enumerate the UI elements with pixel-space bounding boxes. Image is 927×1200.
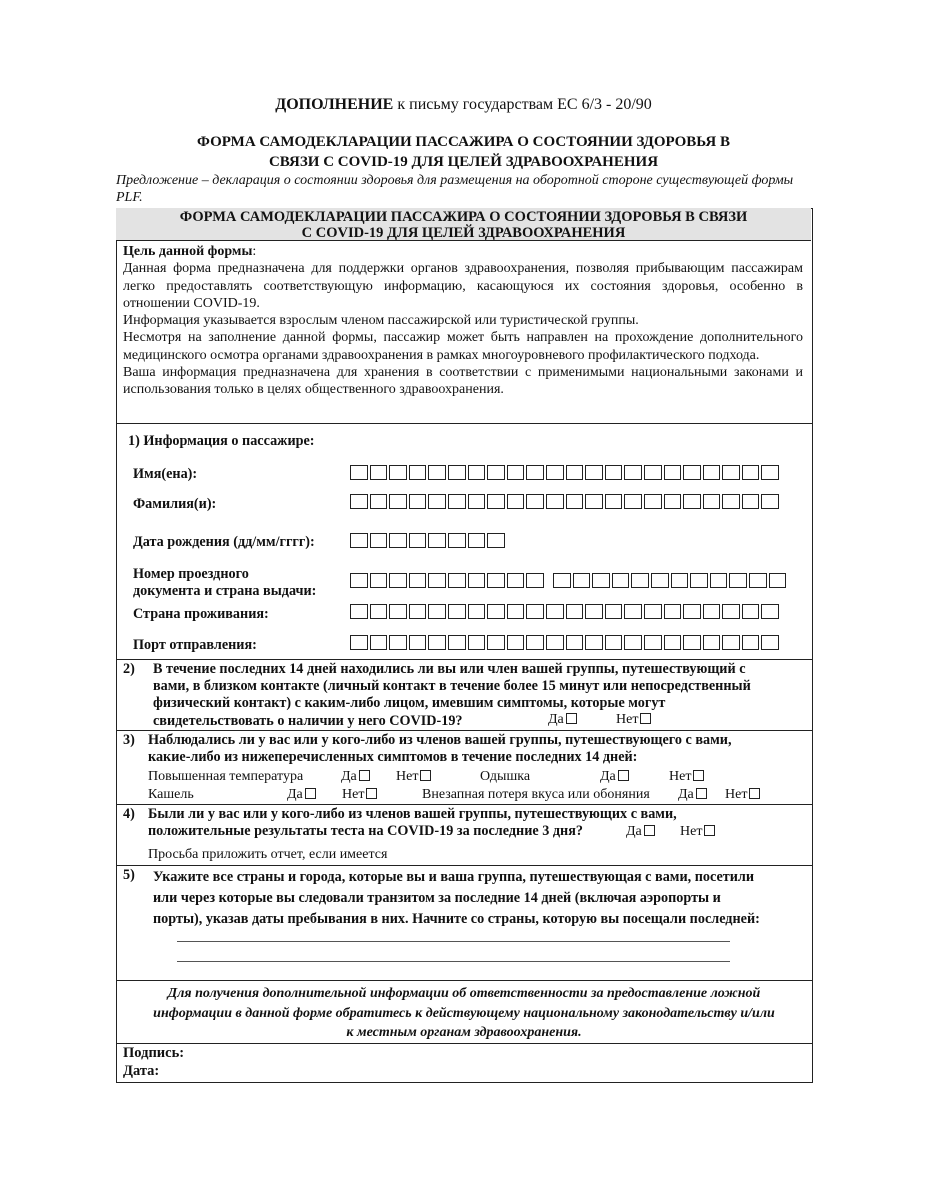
purpose-p3: Несмотря на заполнение данной формы, пассажир может быть направлен на прохождение дополнительного медицинского осмотра органами здравоохранения в рамках многоуровневого профилактического подхода. — [123, 330, 803, 363]
checkbox[interactable] — [359, 770, 370, 781]
yes-label: Да — [678, 787, 694, 802]
section2-question — [153, 661, 803, 730]
dyspnea-yes-option[interactable] — [600, 769, 629, 785]
section3-line1: Наблюдались ли у вас или у кого-либо из членов вашей группы, путешествующего с вами, — [148, 732, 732, 748]
fever-yes-option[interactable] — [341, 769, 370, 785]
signature-field[interactable] — [200, 1048, 800, 1066]
main-title-line2: СВЯЗИ С COVID-19 ДЛЯ ЦЕЛЕЙ ЗДРАВООХРАНЕНИЯ — [268, 154, 659, 170]
checkbox[interactable] — [618, 770, 629, 781]
section5-number: 5) — [123, 867, 135, 883]
purpose-block — [123, 243, 803, 399]
no-label: Нет — [725, 787, 748, 802]
no-label: Нет — [396, 769, 419, 784]
annex-prefix: ДОПОЛНЕНИЕ — [275, 96, 394, 113]
section2-yes-option[interactable] — [548, 712, 577, 728]
checkbox[interactable] — [644, 825, 655, 836]
section2-line2: вами, в близком контакте (личный контакт в течение более 15 минут или непосредственный — [153, 678, 751, 695]
section4-number: 4) — [123, 806, 135, 822]
section3-line2: какие-либо из нижеперечисленных симптомов в течение последних 14 дней: — [148, 749, 638, 766]
last-name-input[interactable] — [350, 494, 781, 511]
dob-input[interactable] — [350, 533, 507, 550]
date-label: Дата: — [123, 1063, 160, 1079]
section5-line1: Укажите все страны и города, которые вы и ваша группа, путешествующая с вами, посетили — [153, 869, 755, 885]
cough-yes-option[interactable] — [287, 787, 316, 803]
disclaimer-line1: Для получения дополнительной информации об ответственности за предоставление ложной — [167, 986, 761, 1001]
section4-note: Просьба приложить отчет, если имеется — [148, 847, 388, 862]
no-label: Нет — [342, 787, 365, 802]
checkbox[interactable] — [566, 713, 577, 724]
checkbox[interactable] — [749, 788, 760, 799]
checkbox[interactable] — [420, 770, 431, 781]
countries-input-line[interactable] — [177, 941, 730, 942]
symptom-fever-label: Повышенная температура — [148, 769, 304, 784]
divider — [116, 1043, 813, 1044]
taste-yes-option[interactable] — [678, 787, 707, 803]
divider — [116, 980, 813, 981]
yes-label: Да — [341, 769, 357, 784]
liability-disclaimer — [120, 984, 808, 1043]
no-label: Нет — [669, 769, 692, 784]
yes-label: Да — [600, 769, 616, 784]
travel-doc-number-input[interactable] — [350, 573, 546, 590]
signature-label: Подпись: — [123, 1045, 185, 1061]
section4-no-option[interactable] — [680, 824, 715, 840]
main-title-line1: ФОРМА САМОДЕКЛАРАЦИИ ПАССАЖИРА О СОСТОЯНИИ ЗДОРОВЬЯ В — [197, 134, 730, 150]
section3-question — [148, 732, 803, 766]
section2-number: 2) — [123, 661, 135, 677]
section2-line1: В течение последних 14 дней находились ли вы или член вашей группы, путешествующий с — [153, 661, 746, 677]
checkbox[interactable] — [693, 770, 704, 781]
issuing-country-input[interactable] — [553, 573, 788, 590]
divider — [116, 865, 813, 866]
proposal-note: Предложение – декларация о состоянии здоровья для размещения на оборотной стороне существующей формы PLF. — [116, 173, 794, 205]
checkbox[interactable] — [305, 788, 316, 799]
residence-input[interactable] — [350, 604, 781, 621]
section4-line1: Были ли у вас или у кого-либо из членов вашей группы, путешествующих с вами, — [148, 806, 677, 822]
cough-no-option[interactable] — [342, 787, 377, 803]
section2-line4: свидетельствовать о наличии у него COVID-19? — [153, 712, 463, 729]
checkbox[interactable] — [696, 788, 707, 799]
travel-doc-line1: Номер проездного — [133, 566, 249, 582]
departure-port-label: Порт отправления: — [133, 637, 257, 653]
disclaimer-line3: к местным органам здравоохранения. — [346, 1025, 582, 1040]
travel-doc-line2: документа и страна выдачи: — [133, 583, 317, 599]
first-name-input[interactable] — [350, 465, 781, 482]
checkbox[interactable] — [640, 713, 651, 724]
purpose-p2: Информация указывается взрослым членом пассажирской или туристической группы. — [123, 313, 639, 329]
section4-line2: положительные результаты теста на COVID-19 за последние 3 дня? — [148, 823, 583, 840]
section5-line2: или через которые вы следовали транзитом за последние 14 дней (включая аэропорты и — [153, 890, 721, 906]
countries-input-line[interactable] — [177, 961, 730, 962]
divider — [116, 423, 813, 424]
departure-port-input[interactable] — [350, 635, 781, 652]
fever-no-option[interactable] — [396, 769, 431, 785]
section1-title: 1) Информация о пассажире: — [128, 433, 315, 449]
section2-no-option[interactable] — [616, 712, 651, 728]
dyspnea-no-option[interactable] — [669, 769, 704, 785]
section5-question — [153, 867, 808, 930]
purpose-heading: Цель данной формы — [123, 244, 253, 259]
yes-label: Да — [548, 712, 564, 727]
travel-doc-label — [133, 566, 316, 600]
letter-annex-header — [0, 96, 927, 114]
no-label: Нет — [680, 824, 703, 839]
form-title-line2: С COVID-19 ДЛЯ ЦЕЛЕЙ ЗДРАВООХРАНЕНИЯ — [301, 225, 626, 241]
annex-text: к письму государствам ЕС 6/3 - 20/90 — [397, 96, 652, 113]
section2-line3: физический контакт) с каким-либо лицом, имевшим симптомы, которые могут — [153, 695, 666, 712]
divider — [116, 659, 813, 660]
main-title — [120, 132, 807, 172]
form-title — [116, 208, 811, 241]
section3-number: 3) — [123, 732, 135, 748]
first-name-label: Имя(ена): — [133, 466, 198, 482]
taste-no-option[interactable] — [725, 787, 760, 803]
symptom-taste-label: Внезапная потеря вкуса или обоняния — [422, 787, 650, 802]
checkbox[interactable] — [366, 788, 377, 799]
divider — [116, 730, 813, 731]
yes-label: Да — [287, 787, 303, 802]
yes-label: Да — [626, 824, 642, 839]
section5-line3: порты), указав даты пребывания в них. Начните со страны, которую вы посещали последней: — [153, 911, 760, 927]
symptom-dyspnea-label: Одышка — [480, 769, 531, 784]
purpose-colon: : — [252, 244, 257, 259]
purpose-p1: Данная форма предназначена для поддержки органов здравоохранения, позволяя прибывающим пассажирам легко предоставлять соответствующую информацию, касающуюся их состояния здоровья, особенно в отношении COVID-19. — [123, 261, 803, 311]
purpose-p4: Ваша информация предназначена для хранения в соответствии с применимыми национальными законами и использования только в целях общественного здравоохранения. — [123, 365, 803, 398]
disclaimer-line2: информации в данной форме обратитесь к действующему национальному законодательству и/или — [153, 1005, 775, 1021]
dob-label: Дата рождения (дд/мм/гггг): — [133, 534, 315, 550]
section4-yes-option[interactable] — [626, 824, 655, 840]
checkbox[interactable] — [704, 825, 715, 836]
symptom-cough-label: Кашель — [148, 787, 194, 802]
form-title-line1: ФОРМА САМОДЕКЛАРАЦИИ ПАССАЖИРА О СОСТОЯНИИ ЗДОРОВЬЯ В СВЯЗИ — [179, 209, 748, 225]
divider — [116, 804, 813, 805]
date-field[interactable] — [180, 1066, 800, 1080]
residence-label: Страна проживания: — [133, 606, 269, 622]
last-name-label: Фамилия(и): — [133, 496, 217, 512]
no-label: Нет — [616, 712, 639, 727]
